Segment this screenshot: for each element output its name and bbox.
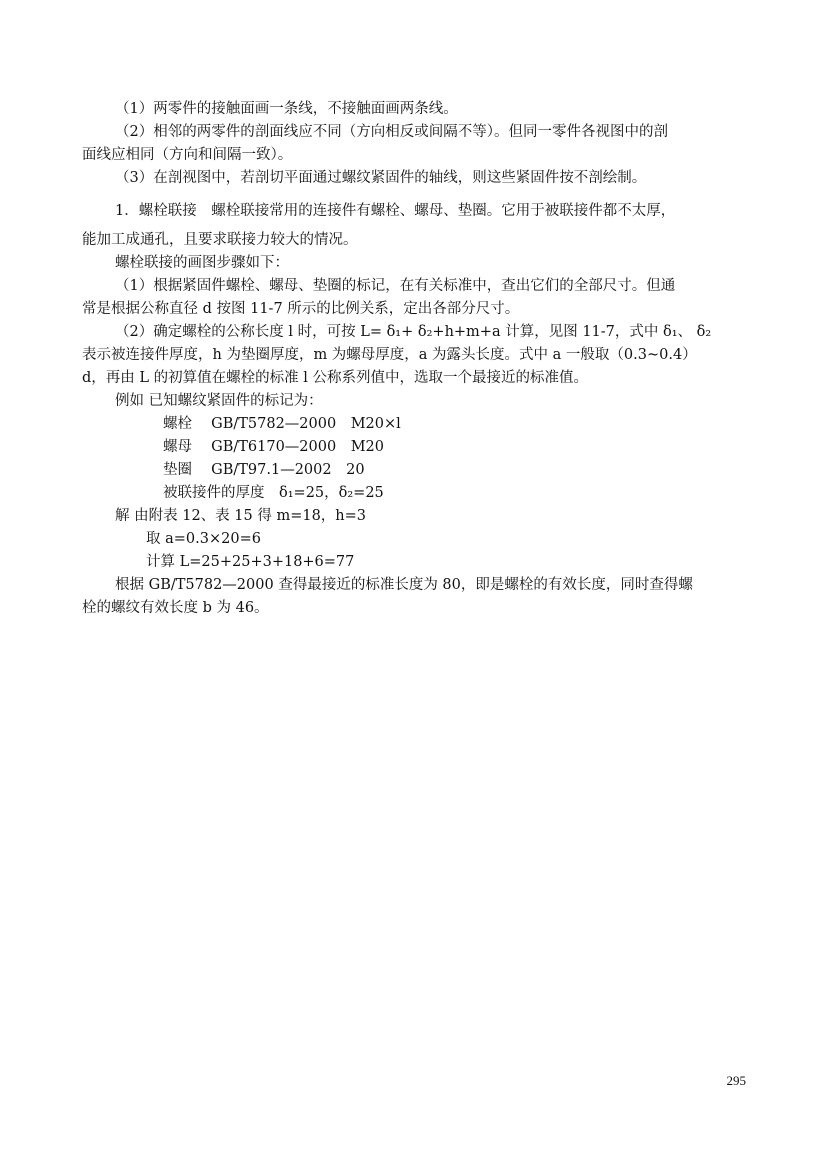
step-2-line-3: d，再由 L 的初算值在螺栓的标准 l 公称系列值中，选取一个最接近的标准值。 <box>82 370 588 386</box>
solution-line-2: 取 a=0.3×20=6 <box>146 531 261 547</box>
solution-line-3: 计算 L=25+25+3+18+6=77 <box>146 554 355 570</box>
rule-1: （1）两零件的接触面画一条线，不接触面画两条线。 <box>115 101 458 117</box>
conclusion-line-1: 根据 GB/T5782—2000 查得最接近的标准长度为 80，即是螺栓的有效长度，同时查得螺 <box>115 577 693 593</box>
page-body <box>82 98 747 620</box>
rule-3: （3）在剖视图中，若剖切平面通过螺纹紧固件的轴线，则这些紧固件按不剖绘制。 <box>115 170 647 186</box>
solution-line-1: 解 由附表 12、表 15 得 m=18，h=3 <box>115 508 367 524</box>
step-1-line-2: 常是根据公称直径 d 按图 11-7 所示的比例关系，定出各部分尺寸。 <box>82 301 520 317</box>
page-number: 295 <box>726 1073 746 1088</box>
example-title: 例如 已知螺纹紧固件的标记为： <box>115 393 323 409</box>
steps-title: 螺栓联接的画图步骤如下： <box>115 255 289 271</box>
example-item-nut: 螺母 GB/T6170—2000 M20 <box>163 439 385 455</box>
step-2-line-2: 表示被连接件厚度，h 为垫圈厚度，m 为螺母厚度，a 为露头长度。式中 a 一般取（0.3~0.4） <box>82 347 697 363</box>
bolt-intro-1: 1．螺栓联接 螺栓联接常用的连接件有螺栓、螺母、垫圈。它用于被联接件都不太厚， <box>115 203 676 219</box>
step-1-line-1: （1）根据紧固件螺栓、螺母、垫圈的标记，在有关标准中，查出它们的全部尺寸。但通 <box>115 278 676 294</box>
rule-2: （2）相邻的两零件的剖面线应不同（方向相反或间隔不等）。但同一零件各视图中的剖 <box>115 124 668 140</box>
example-item-washer: 垫圈 GB/T97.1—2002 20 <box>163 462 365 478</box>
bolt-intro-2: 能加工成通孔，且要求联接力较大的情况。 <box>82 232 358 248</box>
step-2-line-1: （2）确定螺栓的公称长度 l 时，可按 L= δ₁+ δ₂+h+m+a 计算，见图 11-7，式中 δ₁、 δ₂ <box>115 324 712 340</box>
rule-2-cont: 面线应相同（方向和间隔一致）。 <box>82 147 293 163</box>
conclusion-line-2: 栓的螺纹有效长度 b 为 46。 <box>82 600 269 616</box>
example-item-thickness: 被联接件的厚度 δ₁=25，δ₂=25 <box>163 485 384 501</box>
example-item-bolt: 螺栓 GB/T5782—2000 M20×l <box>163 416 401 432</box>
